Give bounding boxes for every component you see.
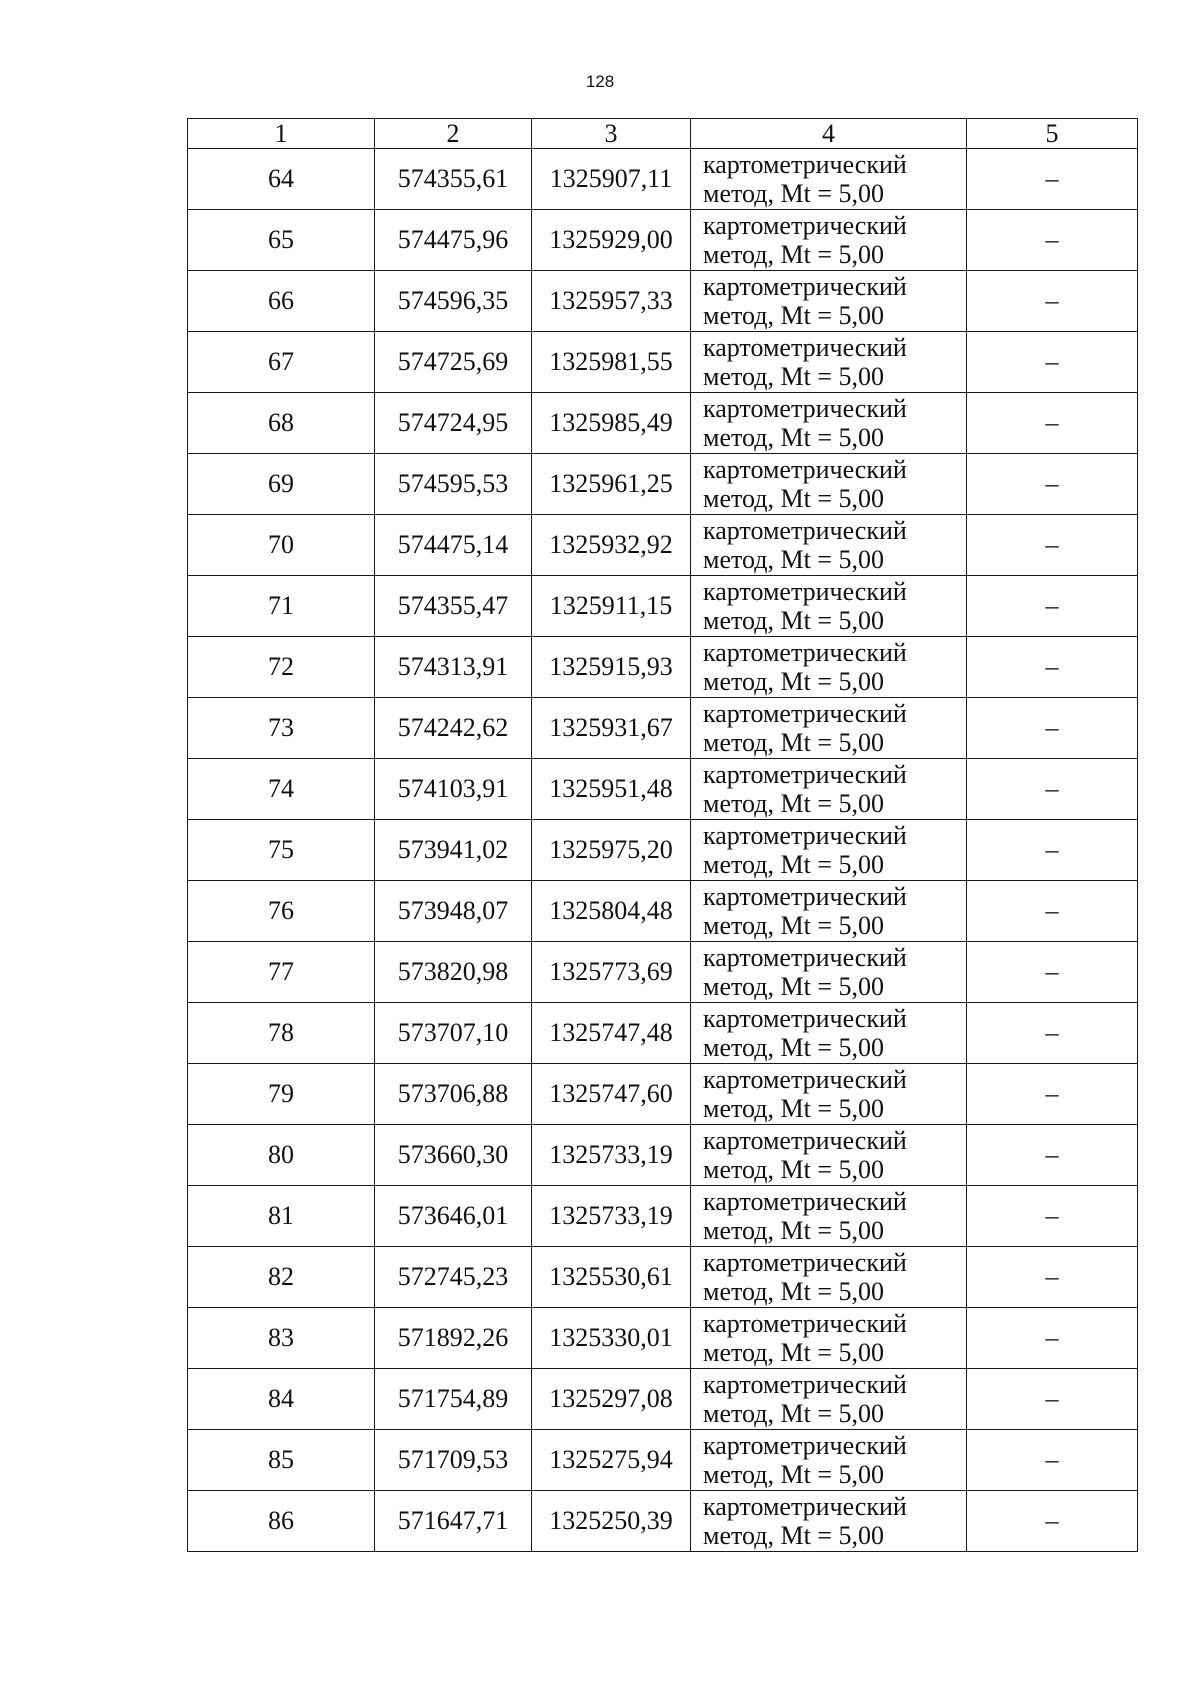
- note-cell: –: [967, 454, 1138, 515]
- y-coordinate-cell: 1325931,67: [532, 698, 691, 759]
- method-line-1: картометрический: [703, 577, 907, 606]
- method-line-1: картометрический: [703, 1431, 907, 1460]
- y-coordinate-cell: 1325981,55: [532, 332, 691, 393]
- method-cell: [691, 576, 967, 637]
- x-coordinate-cell: 571892,26: [375, 1308, 532, 1369]
- x-coordinate-cell: 573707,10: [375, 1003, 532, 1064]
- note-cell: –: [967, 332, 1138, 393]
- y-coordinate-cell: 1325747,48: [532, 1003, 691, 1064]
- method-cell: [691, 1491, 967, 1552]
- table-row: [188, 759, 1138, 820]
- x-coordinate-cell: 573646,01: [375, 1186, 532, 1247]
- x-coordinate-cell: 574475,14: [375, 515, 532, 576]
- table-row: [188, 332, 1138, 393]
- method-line-2: метод, Mt = 5,00: [703, 1033, 884, 1062]
- table-row: [188, 1308, 1138, 1369]
- point-number-cell: 84: [188, 1369, 375, 1430]
- x-coordinate-cell: 571754,89: [375, 1369, 532, 1430]
- note-cell: –: [967, 393, 1138, 454]
- method-line-2: метод, Mt = 5,00: [703, 1338, 884, 1367]
- point-number-cell: 69: [188, 454, 375, 515]
- point-number-cell: 74: [188, 759, 375, 820]
- x-coordinate-cell: 573948,07: [375, 881, 532, 942]
- x-coordinate-cell: 573706,88: [375, 1064, 532, 1125]
- y-coordinate-cell: 1325275,94: [532, 1430, 691, 1491]
- method-line-2: метод, Mt = 5,00: [703, 240, 884, 269]
- coordinates-table: [187, 118, 1138, 1552]
- note-cell: –: [967, 1430, 1138, 1491]
- method-line-2: метод, Mt = 5,00: [703, 667, 884, 696]
- method-line-1: картометрический: [703, 1126, 907, 1155]
- y-coordinate-cell: 1325911,15: [532, 576, 691, 637]
- method-cell: [691, 1125, 967, 1186]
- method-line-1: картометрический: [703, 1004, 907, 1033]
- table-row: [188, 393, 1138, 454]
- point-number-cell: 65: [188, 210, 375, 271]
- header-col-3: 3: [532, 119, 691, 149]
- y-coordinate-cell: 1325932,92: [532, 515, 691, 576]
- table-row: [188, 149, 1138, 210]
- method-line-1: картометрический: [703, 1370, 907, 1399]
- point-number-cell: 73: [188, 698, 375, 759]
- method-line-2: метод, Mt = 5,00: [703, 1521, 884, 1550]
- note-cell: –: [967, 637, 1138, 698]
- method-line-2: метод, Mt = 5,00: [703, 911, 884, 940]
- x-coordinate-cell: 574475,96: [375, 210, 532, 271]
- table-body: [188, 149, 1138, 1552]
- y-coordinate-cell: 1325330,01: [532, 1308, 691, 1369]
- point-number-cell: 68: [188, 393, 375, 454]
- method-line-2: метод, Mt = 5,00: [703, 1094, 884, 1123]
- table-row: [188, 1491, 1138, 1552]
- y-coordinate-cell: 1325747,60: [532, 1064, 691, 1125]
- x-coordinate-cell: 574242,62: [375, 698, 532, 759]
- table-row: [188, 271, 1138, 332]
- y-coordinate-cell: 1325961,25: [532, 454, 691, 515]
- method-line-2: метод, Mt = 5,00: [703, 606, 884, 635]
- note-cell: –: [967, 1369, 1138, 1430]
- method-line-2: метод, Mt = 5,00: [703, 972, 884, 1001]
- method-cell: [691, 1308, 967, 1369]
- method-line-1: картометрический: [703, 943, 907, 972]
- x-coordinate-cell: 571709,53: [375, 1430, 532, 1491]
- method-line-1: картометрический: [703, 1065, 907, 1094]
- method-cell: [691, 942, 967, 1003]
- method-line-1: картометрический: [703, 882, 907, 911]
- method-line-1: картометрический: [703, 272, 907, 301]
- y-coordinate-cell: 1325804,48: [532, 881, 691, 942]
- y-coordinate-cell: 1325957,33: [532, 271, 691, 332]
- method-cell: [691, 210, 967, 271]
- point-number-cell: 82: [188, 1247, 375, 1308]
- table-row: [188, 637, 1138, 698]
- x-coordinate-cell: 574596,35: [375, 271, 532, 332]
- method-line-1: картометрический: [703, 1309, 907, 1338]
- x-coordinate-cell: 573941,02: [375, 820, 532, 881]
- x-coordinate-cell: 573660,30: [375, 1125, 532, 1186]
- note-cell: –: [967, 1125, 1138, 1186]
- note-cell: –: [967, 515, 1138, 576]
- note-cell: –: [967, 698, 1138, 759]
- header-col-4: 4: [691, 119, 967, 149]
- page-number: 128: [585, 72, 615, 91]
- method-cell: [691, 1186, 967, 1247]
- point-number-cell: 67: [188, 332, 375, 393]
- point-number-cell: 80: [188, 1125, 375, 1186]
- note-cell: –: [967, 1003, 1138, 1064]
- x-coordinate-cell: 574313,91: [375, 637, 532, 698]
- table-row: [188, 881, 1138, 942]
- method-line-2: метод, Mt = 5,00: [703, 423, 884, 452]
- point-number-cell: 78: [188, 1003, 375, 1064]
- table-row: [188, 1064, 1138, 1125]
- method-line-2: метод, Mt = 5,00: [703, 545, 884, 574]
- method-cell: [691, 149, 967, 210]
- x-coordinate-cell: 573820,98: [375, 942, 532, 1003]
- table-row: [188, 210, 1138, 271]
- y-coordinate-cell: 1325733,19: [532, 1125, 691, 1186]
- x-coordinate-cell: 571647,71: [375, 1491, 532, 1552]
- point-number-cell: 75: [188, 820, 375, 881]
- method-cell: [691, 1064, 967, 1125]
- note-cell: –: [967, 881, 1138, 942]
- point-number-cell: 83: [188, 1308, 375, 1369]
- method-cell: [691, 698, 967, 759]
- note-cell: –: [967, 1491, 1138, 1552]
- y-coordinate-cell: 1325951,48: [532, 759, 691, 820]
- method-line-2: метод, Mt = 5,00: [703, 1216, 884, 1245]
- method-cell: [691, 881, 967, 942]
- method-line-1: картометрический: [703, 455, 907, 484]
- method-line-1: картометрический: [703, 760, 907, 789]
- note-cell: –: [967, 1247, 1138, 1308]
- x-coordinate-cell: 572745,23: [375, 1247, 532, 1308]
- method-line-1: картометрический: [703, 638, 907, 667]
- method-cell: [691, 271, 967, 332]
- point-number-cell: 77: [188, 942, 375, 1003]
- y-coordinate-cell: 1325530,61: [532, 1247, 691, 1308]
- y-coordinate-cell: 1325915,93: [532, 637, 691, 698]
- header-col-2: 2: [375, 119, 532, 149]
- method-line-1: картометрический: [703, 699, 907, 728]
- method-cell: [691, 515, 967, 576]
- x-coordinate-cell: 574595,53: [375, 454, 532, 515]
- method-line-2: метод, Mt = 5,00: [703, 301, 884, 330]
- table-row: [188, 1430, 1138, 1491]
- y-coordinate-cell: 1325907,11: [532, 149, 691, 210]
- method-line-2: метод, Mt = 5,00: [703, 789, 884, 818]
- note-cell: –: [967, 576, 1138, 637]
- method-line-2: метод, Mt = 5,00: [703, 1277, 884, 1306]
- x-coordinate-cell: 574725,69: [375, 332, 532, 393]
- point-number-cell: 85: [188, 1430, 375, 1491]
- method-line-1: картометрический: [703, 821, 907, 850]
- method-line-1: картометрический: [703, 333, 907, 362]
- method-cell: [691, 332, 967, 393]
- y-coordinate-cell: 1325297,08: [532, 1369, 691, 1430]
- method-line-2: метод, Mt = 5,00: [703, 1399, 884, 1428]
- method-line-1: картометрический: [703, 150, 907, 179]
- note-cell: –: [967, 271, 1138, 332]
- y-coordinate-cell: 1325985,49: [532, 393, 691, 454]
- table-row: [188, 454, 1138, 515]
- table-header: [188, 119, 1138, 149]
- table-row: [188, 698, 1138, 759]
- table-row: [188, 1247, 1138, 1308]
- note-cell: –: [967, 1308, 1138, 1369]
- method-line-1: картометрический: [703, 211, 907, 240]
- method-cell: [691, 820, 967, 881]
- point-number-cell: 72: [188, 637, 375, 698]
- table-row: [188, 515, 1138, 576]
- point-number-cell: 64: [188, 149, 375, 210]
- method-cell: [691, 1003, 967, 1064]
- method-line-2: метод, Mt = 5,00: [703, 1155, 884, 1184]
- header-col-5: 5: [967, 119, 1138, 149]
- method-cell: [691, 759, 967, 820]
- method-line-2: метод, Mt = 5,00: [703, 850, 884, 879]
- method-line-1: картометрический: [703, 1187, 907, 1216]
- point-number-cell: 66: [188, 271, 375, 332]
- table-row: [188, 1125, 1138, 1186]
- x-coordinate-cell: 574724,95: [375, 393, 532, 454]
- table-row: [188, 1003, 1138, 1064]
- table-row: [188, 1186, 1138, 1247]
- point-number-cell: 81: [188, 1186, 375, 1247]
- y-coordinate-cell: 1325250,39: [532, 1491, 691, 1552]
- method-line-1: картометрический: [703, 516, 907, 545]
- y-coordinate-cell: 1325975,20: [532, 820, 691, 881]
- method-line-2: метод, Mt = 5,00: [703, 179, 884, 208]
- y-coordinate-cell: 1325929,00: [532, 210, 691, 271]
- method-line-2: метод, Mt = 5,00: [703, 1460, 884, 1489]
- note-cell: –: [967, 942, 1138, 1003]
- table-row: [188, 942, 1138, 1003]
- table-row: [188, 576, 1138, 637]
- y-coordinate-cell: 1325733,19: [532, 1186, 691, 1247]
- method-line-1: картометрический: [703, 1248, 907, 1277]
- method-cell: [691, 637, 967, 698]
- note-cell: –: [967, 1064, 1138, 1125]
- method-cell: [691, 393, 967, 454]
- point-number-cell: 79: [188, 1064, 375, 1125]
- note-cell: –: [967, 210, 1138, 271]
- method-cell: [691, 1369, 967, 1430]
- x-coordinate-cell: 574103,91: [375, 759, 532, 820]
- y-coordinate-cell: 1325773,69: [532, 942, 691, 1003]
- x-coordinate-cell: 574355,47: [375, 576, 532, 637]
- header-col-1: 1: [188, 119, 375, 149]
- table-row: [188, 1369, 1138, 1430]
- method-line-2: метод, Mt = 5,00: [703, 728, 884, 757]
- header-row: [188, 119, 1138, 149]
- method-line-1: картометрический: [703, 394, 907, 423]
- point-number-cell: 71: [188, 576, 375, 637]
- note-cell: –: [967, 820, 1138, 881]
- method-cell: [691, 1430, 967, 1491]
- point-number-cell: 86: [188, 1491, 375, 1552]
- x-coordinate-cell: 574355,61: [375, 149, 532, 210]
- method-line-2: метод, Mt = 5,00: [703, 484, 884, 513]
- method-line-1: картометрический: [703, 1492, 907, 1521]
- point-number-cell: 70: [188, 515, 375, 576]
- method-line-2: метод, Mt = 5,00: [703, 362, 884, 391]
- note-cell: –: [967, 149, 1138, 210]
- note-cell: –: [967, 1186, 1138, 1247]
- table-row: [188, 820, 1138, 881]
- note-cell: –: [967, 759, 1138, 820]
- point-number-cell: 76: [188, 881, 375, 942]
- method-cell: [691, 454, 967, 515]
- method-cell: [691, 1247, 967, 1308]
